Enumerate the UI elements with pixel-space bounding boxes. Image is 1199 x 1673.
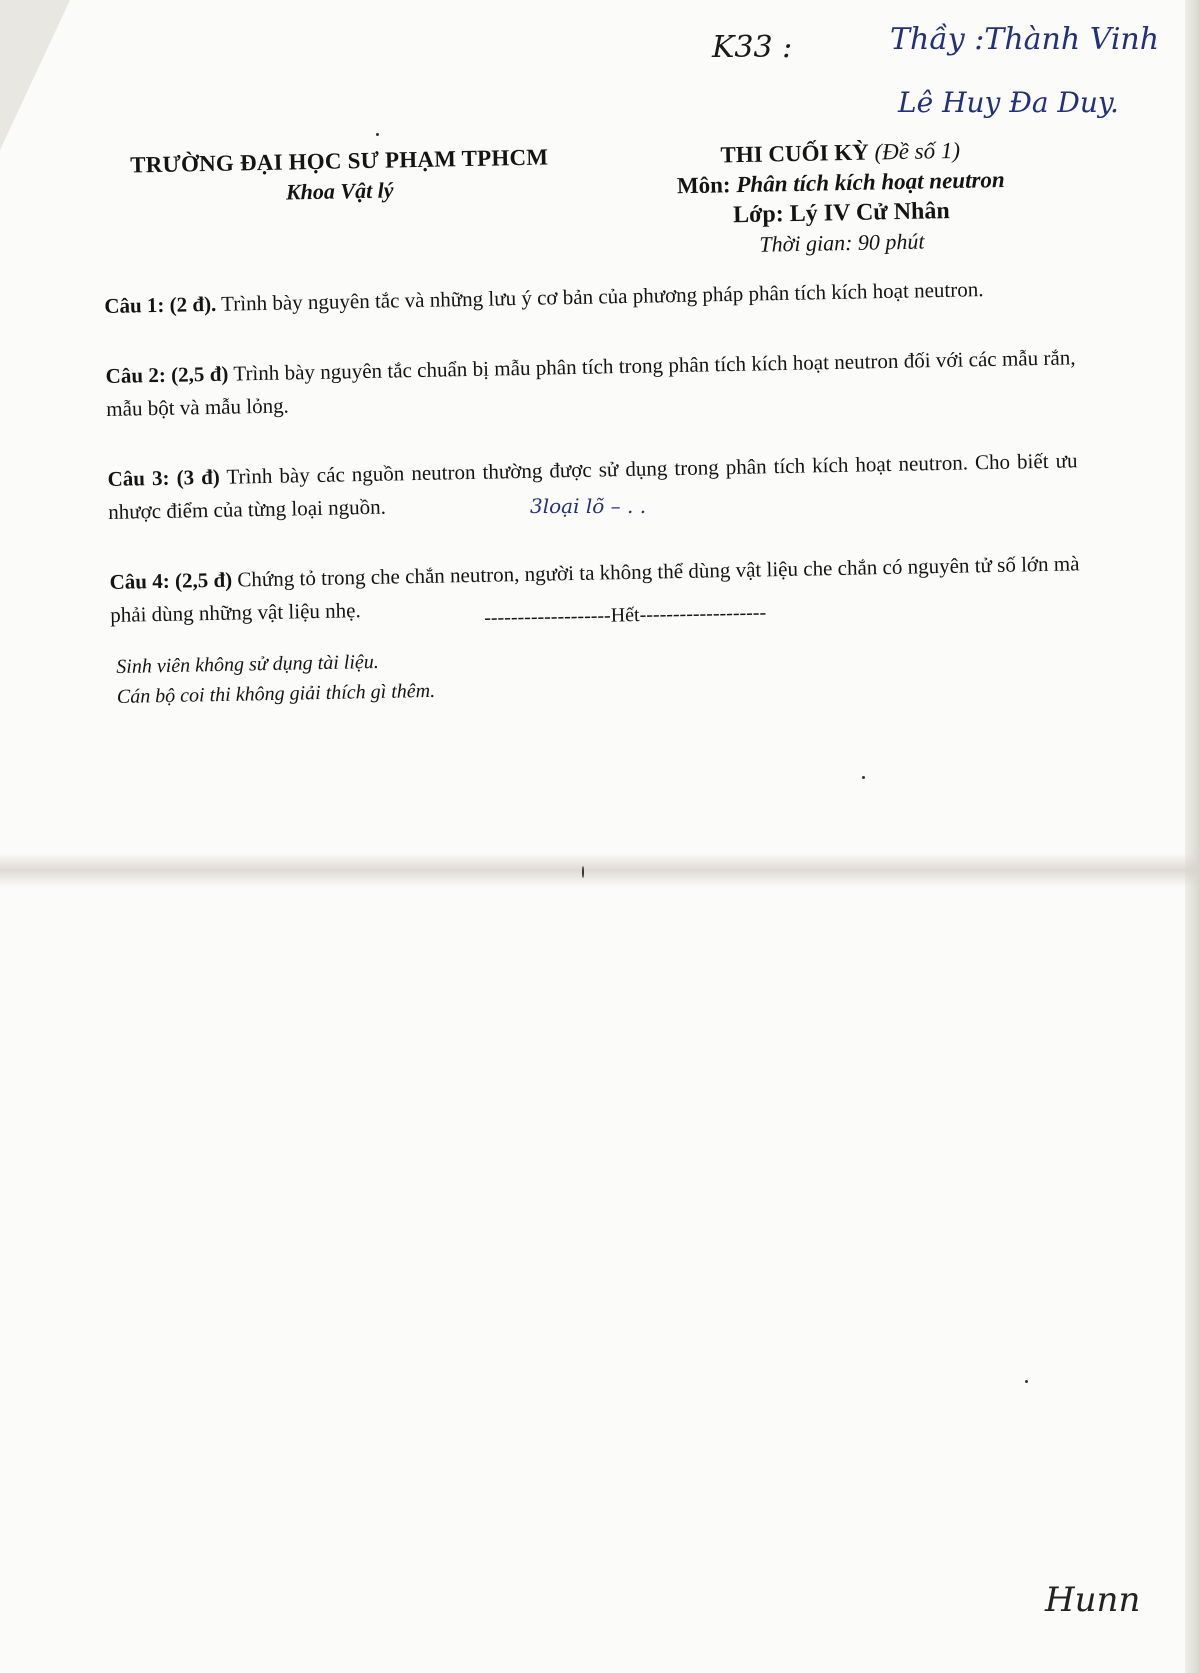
- paper-edge: [1185, 0, 1199, 1673]
- question-score: (2,5 đ): [170, 361, 229, 387]
- class-label: Lớp:: [732, 201, 784, 229]
- torn-corner: [0, 0, 70, 150]
- question-label: Câu 4:: [109, 568, 170, 594]
- school-name: TRƯỜNG ĐẠI HỌC SƯ PHẠM TPHCM: [129, 144, 549, 178]
- exam-header: [640, 134, 1042, 262]
- question-2: [105, 341, 1076, 426]
- paper-fold: [0, 853, 1199, 887]
- question-text: Trình bày các nguồn neutron thường được sử dụng trong phân tích kích hoạt neutron. Cho biết ưu nhược điểm của từng loại nguồn.: [108, 448, 1078, 524]
- scan-speck: [582, 866, 584, 878]
- note-no-materials: Sinh viên không sử dụng tài liệu.: [116, 650, 379, 678]
- question-text: Trình bày nguyên tắc và những lưu ý cơ bản của phương pháp phân tích kích hoạt neutron.: [220, 277, 984, 316]
- class-value: Lý IV Cử Nhân: [789, 198, 950, 228]
- subject-value: Phân tích kích hoạt neutron: [736, 167, 1005, 198]
- handwritten-student: Lê Huy Đa Duy.: [898, 86, 1119, 119]
- school-header: [104, 144, 575, 209]
- scan-speck: [862, 776, 865, 779]
- end-marker: -------------------Hết-------------------: [484, 601, 767, 629]
- question-score: (2 đ).: [169, 291, 217, 317]
- note-no-explanation: Cán bộ coi thi không giải thích gì thêm.: [116, 679, 436, 708]
- handwritten-signature: Hunn: [1045, 1580, 1141, 1620]
- exam-notes: [116, 646, 435, 712]
- scan-speck: [1025, 1380, 1028, 1383]
- question-score: (3 đ): [176, 464, 221, 490]
- question-text: Chứng tỏ trong che chắn neutron, người ta không thể dùng vật liệu che chắn có nguyên tử số lớn mà phải dùng những vật liệu nhẹ.: [110, 551, 1080, 627]
- exam-title-text: THI CUỐI KỲ: [720, 139, 869, 168]
- subject-label: Môn:: [676, 172, 731, 199]
- exam-variant: (Đề số 1): [874, 137, 961, 165]
- question-label: Câu 1:: [104, 292, 165, 318]
- exam-duration: Thời gian: 90 phút: [759, 228, 925, 257]
- question-label: Câu 3:: [107, 465, 170, 491]
- question-text: Trình bày nguyên tắc chuẩn bị mẫu phân tích trong phân tích kích hoạt neutron đối với các mẫu rắn, mẫu bột và mẫu lỏng.: [106, 345, 1076, 421]
- handwritten-teacher: Thầy :Thành Vinh: [890, 22, 1160, 57]
- handwritten-course: K33 :: [712, 30, 793, 65]
- question-1: [104, 271, 1074, 323]
- scan-speck: [376, 133, 379, 136]
- question-score: (2,5 đ): [174, 567, 233, 593]
- handwritten-note: 3loại lõ – . .: [530, 494, 647, 518]
- question-label: Câu 2:: [105, 362, 167, 388]
- faculty-name: Khoa Vật lý: [285, 177, 394, 205]
